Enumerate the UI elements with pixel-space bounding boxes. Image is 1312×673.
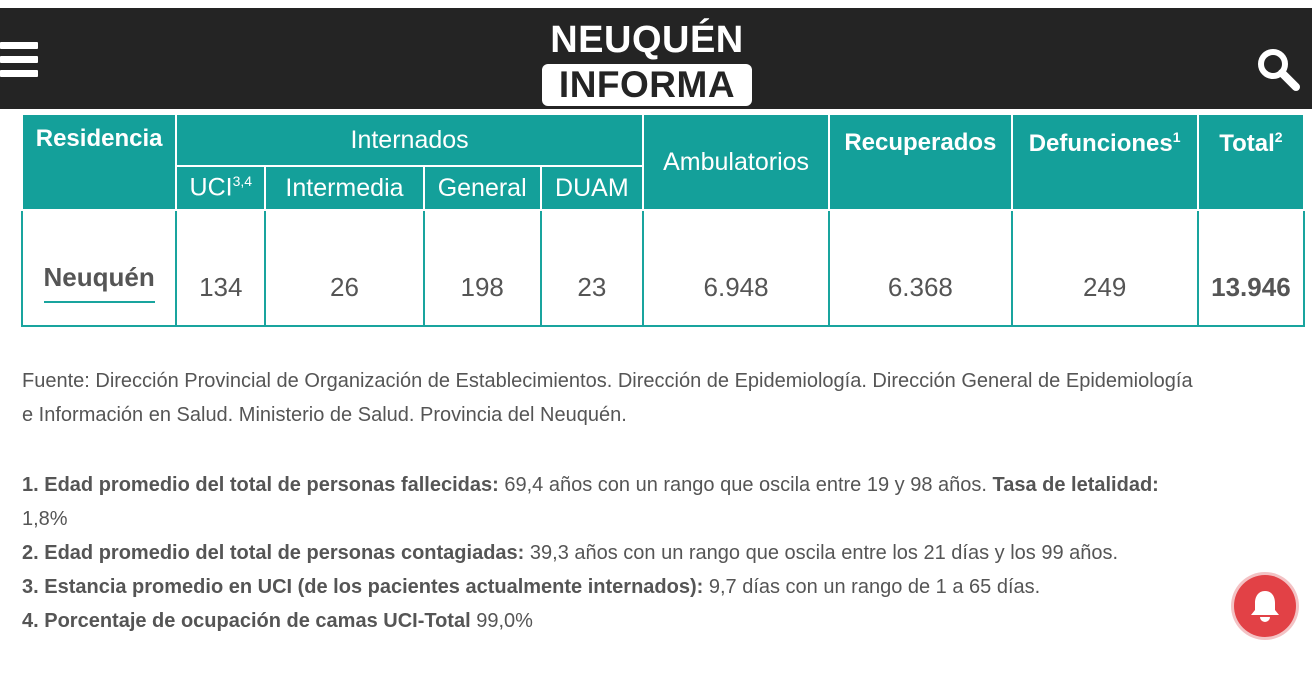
site-logo[interactable]	[541, 20, 753, 106]
note-1: 1. Edad promedio del total de personas fallecidas: 69,4 años con un rango que oscila entre 19 y 98 años. Tasa de letalidad: 1,8%	[22, 474, 1159, 530]
hamburger-menu-icon[interactable]	[0, 42, 38, 78]
note-2: 2. Edad promedio del total de personas contagiadas: 39,3 años con un rango que oscila entre los 21 días y los 99 años.	[22, 542, 1119, 564]
cell-defunciones: 249	[1012, 210, 1198, 326]
header-internados: Internados	[176, 114, 643, 166]
header-total: Total$^2$	[1198, 114, 1304, 210]
table-row	[22, 210, 1304, 326]
cell-ambulatorios: 6.948	[643, 210, 829, 326]
cell-intermedia: 26	[265, 210, 423, 326]
source-note: Fuente: Dirección Provincial de Organización de Establecimientos. Dirección de Epidemiología. Dirección General de Epidemiología e Información en Salud. Ministerio de Salud. Provincia del Neuquén.	[22, 370, 1193, 426]
header-residencia: Residencia	[22, 114, 176, 210]
cell-duam: 23	[541, 210, 643, 326]
header-defunciones: Defunciones$^1$	[1012, 114, 1198, 210]
cell-recuperados: 6.368	[829, 210, 1011, 326]
cell-residencia: Neuquén	[22, 210, 176, 326]
search-icon[interactable]	[1255, 46, 1301, 92]
header-intermedia: Intermedia	[265, 166, 423, 210]
note-3: 3. Estancia promedio en UCI (de los pacientes actualmente internados): 9,7 días con un rango de 1 a 65 días.	[22, 576, 1041, 598]
cell-uci: 134	[176, 210, 265, 326]
cell-total: 13.946	[1198, 210, 1304, 326]
cell-general: 198	[424, 210, 541, 326]
header-uci: UCI$^{3,4}$	[176, 166, 265, 210]
header-duam: DUAM	[541, 166, 643, 210]
logo-line2: INFORMA	[542, 64, 752, 106]
notification-bell-button[interactable]	[1234, 575, 1296, 637]
covid-stats-table	[21, 113, 1305, 327]
site-header	[0, 8, 1312, 109]
logo-line1: NEUQUÉN	[550, 19, 744, 61]
bell-icon	[1249, 589, 1281, 623]
header-recuperados: Recuperados	[829, 114, 1011, 210]
table-notes	[22, 364, 1202, 638]
header-general: General	[424, 166, 541, 210]
note-4: 4. Porcentaje de ocupación de camas UCI-Total 99,0%	[22, 610, 533, 632]
header-ambulatorios: Ambulatorios	[643, 114, 829, 210]
